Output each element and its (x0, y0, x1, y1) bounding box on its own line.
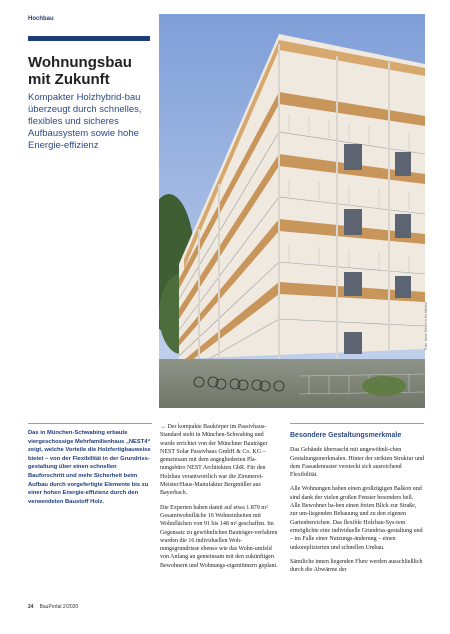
body-paragraph: Die Experten haben damit auf etwa 1.870 m² Gesamtwohnfläche 16 Wohneinheiten mit Wohnflächen von 91 bis 148 m² geschaffen. Im Gegensatz zu gewöhnlichen Bauträger-verfahren wurden die 16 individuellen Woh-nungsgrundrisse ebenso wie das Wohn-umfeld von Anfang an gemeinsam mit den zukünftigen Bewohnern und Wohnungs-eigentümern geplant. (160, 504, 278, 569)
body-column-3 (290, 423, 424, 580)
intro-text: Das in München-Schwabing erbaute viergeschossige Mehrfamilienhaus „NEST4“ zeigt, welche Vorteile die Holzfertigbauweise bietet – von der Flexibilität in der Grundriss-gestaltung über einen schnellen Bauforschritt und mehr Sicherheit beim Aufbau durch vorgefertigte Elemente bis zu einer hohen Energie-effizienz durch den verwendeten Baustoff Holz. (28, 430, 151, 505)
page-number: 24 (28, 604, 34, 610)
article-subtitle: Kompakter Holzhybrid-bau überzeugt durch schnelles, flexibles und sicheres Aufbausystem sowie hohe Energie-effizienz (28, 92, 142, 151)
article-title: Wohnungsbau mit Zukunft (28, 54, 132, 88)
photo-credit: Foto: Anne Heinrich Architektur (424, 301, 428, 350)
category-bar (28, 36, 150, 41)
body-column-2 (160, 423, 278, 576)
body-paragraph: Alle Wohnungen haben einen großzügigen Balkon und sind dank der vielen großen Fenster besonders hell. Alle Bewohner ha-ben einen freien Blick zur Straße, zur um-liegenden Bebauung und zu den eigenen Gartenbereichen. Das flexible Holzbau-Sys-tem ermöglichte eine individuelle Grundriss-gestaltung und – im Falle einer Nutzungs-änderung – einen unkomplizierten und schnellen Umbau. (290, 486, 423, 551)
publication-name: BauPortal 2/2020 (39, 604, 79, 610)
body-paragraph: → Der kompakte Baukörper im Passivhaus-Standard steht in München-Schwabing und wurde errichtet von der Münchner Bauträger NEST Solar Passivhaus GmbH & Co. KG – gemeinsam mit dem angegliederten Pla-nungsbüro NEST Architekten GbR. Für den Holzbau verantwortlich war die Zimmerei-Meister/Haus-Manufaktur Bergmüller aus Bayerbach. (160, 424, 268, 497)
body-paragraph: Sämtliche innen liegenden Flure werden ausschließlich durch die Abwärme der (290, 558, 423, 574)
section-heading: Besondere Gestaltungsmerkmale (290, 432, 402, 439)
body-paragraph: Das Gebäude überrascht mit ungewöhnli-chen Gestaltungsmerkmalen. Hinter der strikten Struktur und dem Fassadenraster versteckt sich ausreichend Flexibilität. (290, 447, 424, 479)
intro-column (28, 423, 152, 512)
building-photo (159, 14, 425, 408)
section-category: Hochbau (28, 16, 54, 22)
column-divider (28, 423, 152, 424)
page-footer (28, 604, 78, 610)
column-divider (290, 423, 424, 424)
